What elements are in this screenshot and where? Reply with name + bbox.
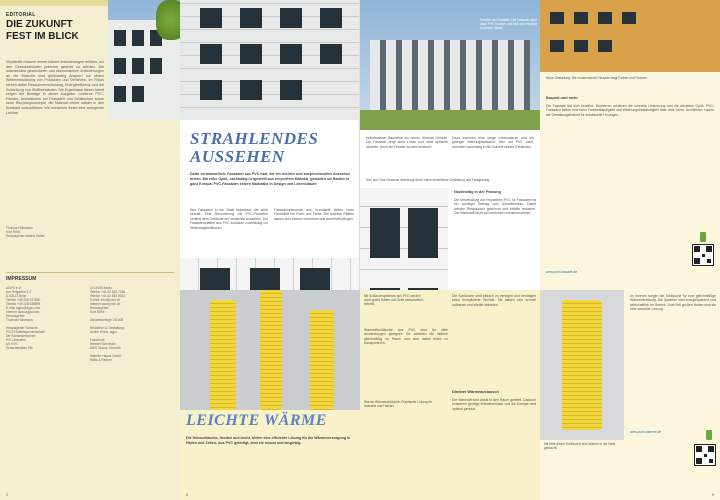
facade-col-1: Wer Fassaden in der Stadt betrachtet, der sieht überall: Eine Renovierung mit PVC-Paneelen verleiht dem Gebäude ein modernes Aussehen. Die Fassadenplatten aus PVC schützen zuverlässig vor Witterungseinflüssen. [190, 208, 268, 230]
signature-1: Thomas Hülsmann [6, 226, 33, 230]
editorial-page [0, 0, 180, 500]
facade-right-col-3: Die Verwendung von recyceltem PVC für Fassaden ist ein wichtiger Beitrag zum Umweltschutz. Damit werden Ressourcen geschont und Abfälle reduziert. Der Werkstoff lässt sich mehrfach wiederverwerten. [454, 198, 536, 216]
heating-col-3: Die Warmluft wird direkt in den Raum geleitet. Dadurch entstehen geringe Wärmeverluste und die Energie wird optimal genutzt. [452, 398, 536, 411]
facade-sidebar-subheading: Bauzeit und mehr [546, 96, 578, 100]
editorial-body: Vinylstoffe müssen immer höhere Anforderungen erfüllen, um den Gesetzeshürden jederzeit gerecht zu werden. Die wachsenden gesetzlichen und ökonomischen Anforderungen an die Branche sind gleichzeitig Ansporn zur steten Weiterentwicklung von Produkten und Verfahren. Im Fokus stehen dabei Ressourcenschonung, Energieeffizienz und die Schließung von Stoffkreisläufen. Die Ergebnisse dieser Arbeit zeigen die Beiträge in dieser Ausgabe: moderne PVC-Fenster, Innovationen bei Fassaden und Schläuchen sowie neue Recyclingkonzepte, die Material immer wieder in den Kreislauf zurückführen. Wir wünschen Ihnen eine anregende Lektüre. [6, 60, 104, 115]
heating-sidebar-text: Im Inneren sorgen die Schläuche für eine gleichmäßige Wärmeverteilung. Die Systeme sind energiesparend und wirtschaftlich im Betrieb. Auch bei großen Hallen sind sie eine sinnvolle Lösung. [630, 294, 716, 312]
facade-photo-caption: Hier aus: Das Gebäude überzeugt durch seine einheitliche Gestaltung und Farbgebung. [366, 178, 491, 182]
editorial-building-photo [108, 0, 180, 120]
facade-subheading: Nachhaltig in der Planung [454, 190, 501, 194]
facade-sidebar-text: Die Fassade hat sich bewährt: Bauherren schätzen die schnelle Umsetzung und die attraktive Optik. PVC-Fassaden bieten eine hohe Farbbeständigkeit und Witterungsbeständigkeit über viele Jahre. Architekten nutzen die Gestaltungsfreiheit für individuelle Lösungen. [546, 104, 714, 117]
impressum-right: CH-5000 Aarau Telefon +41 62 832 7060 Telefax +41 62 834 0061 E-Mail: info@pvch.ch Internet www.pvch.ch Herausgeber: Kurt Röhrl Gesamtauflage: 26.000 Redaktion & Gestaltung: Achim Höbel, agpu Fotodruck: Herbert Schneider 6000 Glarus, Neuroth Wilhelm Hauck GmbH Willis & Partner [90, 286, 126, 362]
heating-detail-photo [540, 290, 624, 440]
qr-code-icon[interactable] [692, 244, 714, 266]
impressum-left: AGPU e.V. Am Hofgarten 1-2 D-53113 Bonn Telefon +49 228 917830 Telefax +49 228 538895 E-Mail agpu@agpu.com Internet www.agpu.com Herausgeber: Thomas Hülsmann Herausgeber Schweiz: PVCH Arbeitsgemeinschaft der Schweizerischen PVC-Industrie c/o KVS Schachenallee 29c [6, 286, 45, 350]
heating-lead: Die Heizschläuche, flexibel und leicht, bieten eine effiziente Lösung für die Wärmeversorgung in Hallen und Zelten. Aus PVC gefertigt, sind sie robust und langlebig. [186, 436, 351, 445]
smartphone-icon [700, 232, 706, 242]
facade-photo-top [180, 0, 360, 120]
smartphone-icon-2 [706, 430, 712, 440]
editorial-kicker: EDITORIAL [6, 12, 36, 18]
signature-2: Kurt Röhrl [6, 230, 21, 234]
editorial-headline-1: DIE ZUKUNFT [6, 19, 73, 30]
editorial-header [6, 12, 106, 42]
heating-col-1: Warmluftschläuche aus PVC sind für viele Anwendungen geeignet: Sie verteilen die Wärme gleichmäßig im Raum und sind dabei leicht zu transportieren. [364, 328, 448, 346]
signature-3: Herausgeber Marina Gallet [6, 234, 45, 238]
facade-right-col-1: beibehaltener Bauweise ein neues, frisches Gesicht. Die Fassade zeigt klare Linien und setzt optische Akzente. Auch die Fenster wurden erneuert. [366, 136, 448, 149]
facade-lead: Dafür verantwortlich: Fassaden aus PVC-hart, die ein leichtes und anspruchsvolles Aussehen bieten. Mit edler Optik, nachhaltig hergestellt aus recyceltem Material, gestalten sie Bauten in ganz Europa. PVC-Fassaden setzen Maßstäbe in Design und Lebensdauer. [190, 172, 351, 186]
heating-link[interactable]: www.pvch-waerme.de [630, 430, 662, 434]
heating-hose-photo [180, 290, 360, 410]
facade-caption-top: Fenster und Paneele: Die Fassade wirkt dank PVC modern und hell und erstrahlt in neuem Glanz. [480, 18, 537, 30]
facade-link[interactable]: www.pvch-fassade.de [546, 270, 578, 274]
editorial-headline-2: FEST IM BLICK [6, 31, 79, 42]
facade-sidebar-caption: Neue Gestaltung: Die modernisierte Fassade zeigt Farben und Formen. [546, 76, 648, 80]
facade-col-2: Fassadenelemente aus Kunststoff bieten hohe Flexibilität bei Form und Farbe. Die leichten Platten lassen sich einfach montieren und dauerhaft pflegen. [274, 208, 354, 221]
page-number-2: 2 [6, 492, 9, 497]
heating-article [180, 290, 540, 500]
heating-caption-bottom: Warme Wärmeschläuche: Praktische Lösung für Industrie und Handel. [364, 400, 433, 408]
heating-sidebar [540, 290, 720, 500]
heating-col-2: Die Schläuche sind einfach zu verlegen und benötigen keine komplizierte Technik. Sie lassen sich schnell aufbauen und wieder abbauen. [452, 294, 536, 307]
facade-right-col-2: Dazu kommen eine lange Lebensdauer und ein geringer Wartungsaufwand: Wer auf PVC setzt, investiert nachhaltig in die Zukunft seines Gebäudes. [452, 136, 534, 149]
heating-caption: Mit Schlauchsystemen aus PVC werden auch große Hallen und Zelte wirtschaftlich beheizt. [364, 294, 424, 306]
heating-title: LEICHTE WÄRME [186, 412, 327, 429]
qr-code-icon-2[interactable] [694, 444, 716, 466]
impressum-title: IMPRESSUM [6, 276, 37, 282]
heating-sidebar-caption: Mit Hilfe dieser Schläuche wird Wärme in die Halle gebracht. [544, 442, 616, 450]
page-number-8: 8 [186, 492, 189, 497]
facade-title: STRAHLENDES AUSSEHEN [190, 129, 319, 166]
facade-orange-photo [540, 0, 720, 72]
editorial-signature [6, 226, 96, 238]
page-number-9: 9 [711, 492, 714, 497]
heating-subheading: Direkter Wärmeaustausch [452, 390, 499, 394]
